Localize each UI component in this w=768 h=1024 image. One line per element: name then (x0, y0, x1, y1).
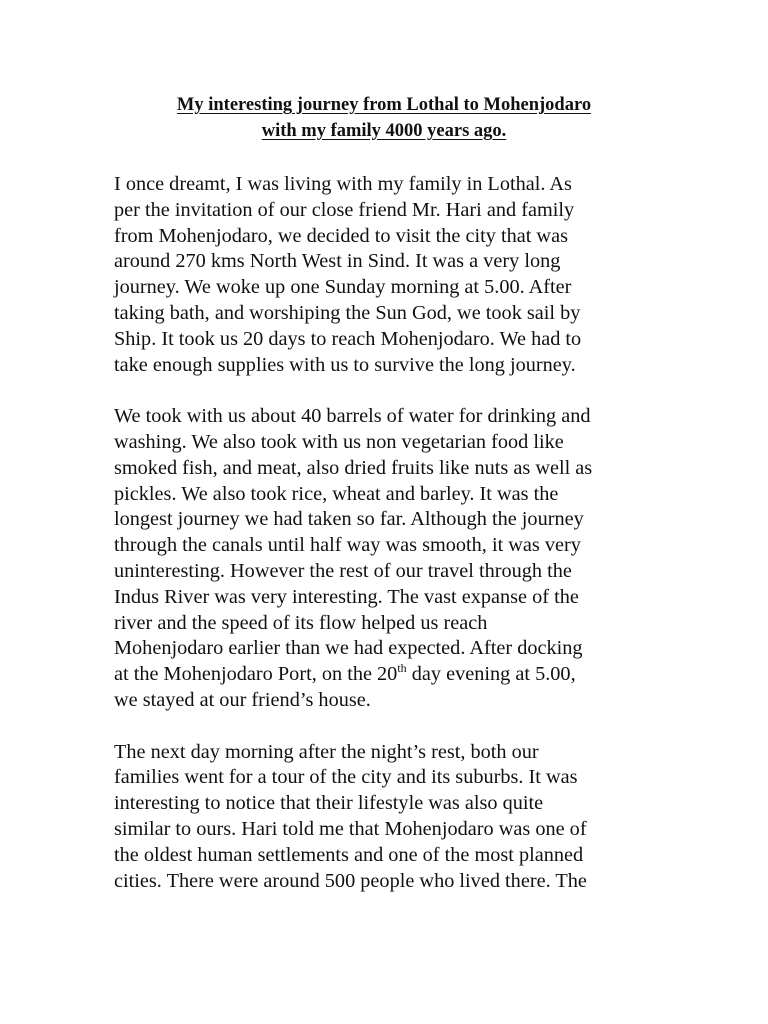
title-line-1: My interesting journey from Lothal to Mohenjodaro (176, 95, 592, 115)
text-line-with-superscript (114, 662, 674, 688)
text-line: we stayed at our friend’s house. (114, 688, 371, 711)
text-line: from Mohenjodaro, we decided to visit the city that was (114, 224, 568, 247)
text-line: Ship. It took us 20 days to reach Mohenjodaro. We had to (114, 327, 582, 350)
text-line: longest journey we had taken so far. Although the journey (114, 508, 584, 531)
text-line: through the canals until half way was smooth, it was very (114, 534, 581, 557)
text-line: taking bath, and worshiping the Sun God, we took sail by (114, 301, 581, 324)
text-line: We took with us about 40 barrels of water for drinking and (114, 405, 591, 428)
text-line: families went for a tour of the city and its suburbs. It was (114, 766, 578, 789)
text-fragment: day evening at 5.00, (406, 663, 576, 686)
text-line: I once dreamt, I was living with my family in Lothal. As (114, 173, 572, 195)
paragraph-3 (114, 740, 674, 895)
document-body (114, 172, 674, 920)
text-line: The next day morning after the night’s rest, both our (114, 740, 539, 763)
text-line: Indus River was very interesting. The vast expanse of the (114, 585, 579, 608)
text-line: interesting to notice that their lifestyle was also quite (114, 792, 544, 815)
text-fragment: at the Mohenjodaro Port, on the 20 (114, 663, 398, 686)
text-line: smoked fish, and meat, also dried fruits like nuts as well as (114, 456, 593, 479)
text-line: journey. We woke up one Sunday morning at 5.00. After (114, 276, 572, 299)
ordinal-superscript: th (397, 661, 407, 676)
text-line: take enough supplies with us to survive the long journey. (114, 353, 576, 376)
text-line: pickles. We also took rice, wheat and barley. It was the (114, 482, 559, 505)
paragraph-2 (114, 404, 674, 714)
text-line: Mohenjodaro earlier than we had expected. After docking (114, 637, 583, 660)
text-line: per the invitation of our close friend Mr. Hari and family (114, 198, 575, 221)
text-line: cities. There were around 500 people who lived there. The (114, 869, 587, 892)
text-line: around 270 kms North West in Sind. It was a very long (114, 250, 561, 273)
paragraph-1 (114, 172, 674, 378)
document-title (100, 92, 668, 144)
title-line-2: with my family 4000 years ago. (261, 121, 507, 141)
text-line: river and the speed of its flow helped us reach (114, 611, 488, 634)
text-line: washing. We also took with us non vegetarian food like (114, 430, 564, 453)
text-line: uninteresting. However the rest of our travel through the (114, 559, 572, 582)
text-line: similar to ours. Hari told me that Mohenjodaro was one of (114, 817, 587, 840)
text-line: the oldest human settlements and one of the most planned (114, 843, 584, 866)
